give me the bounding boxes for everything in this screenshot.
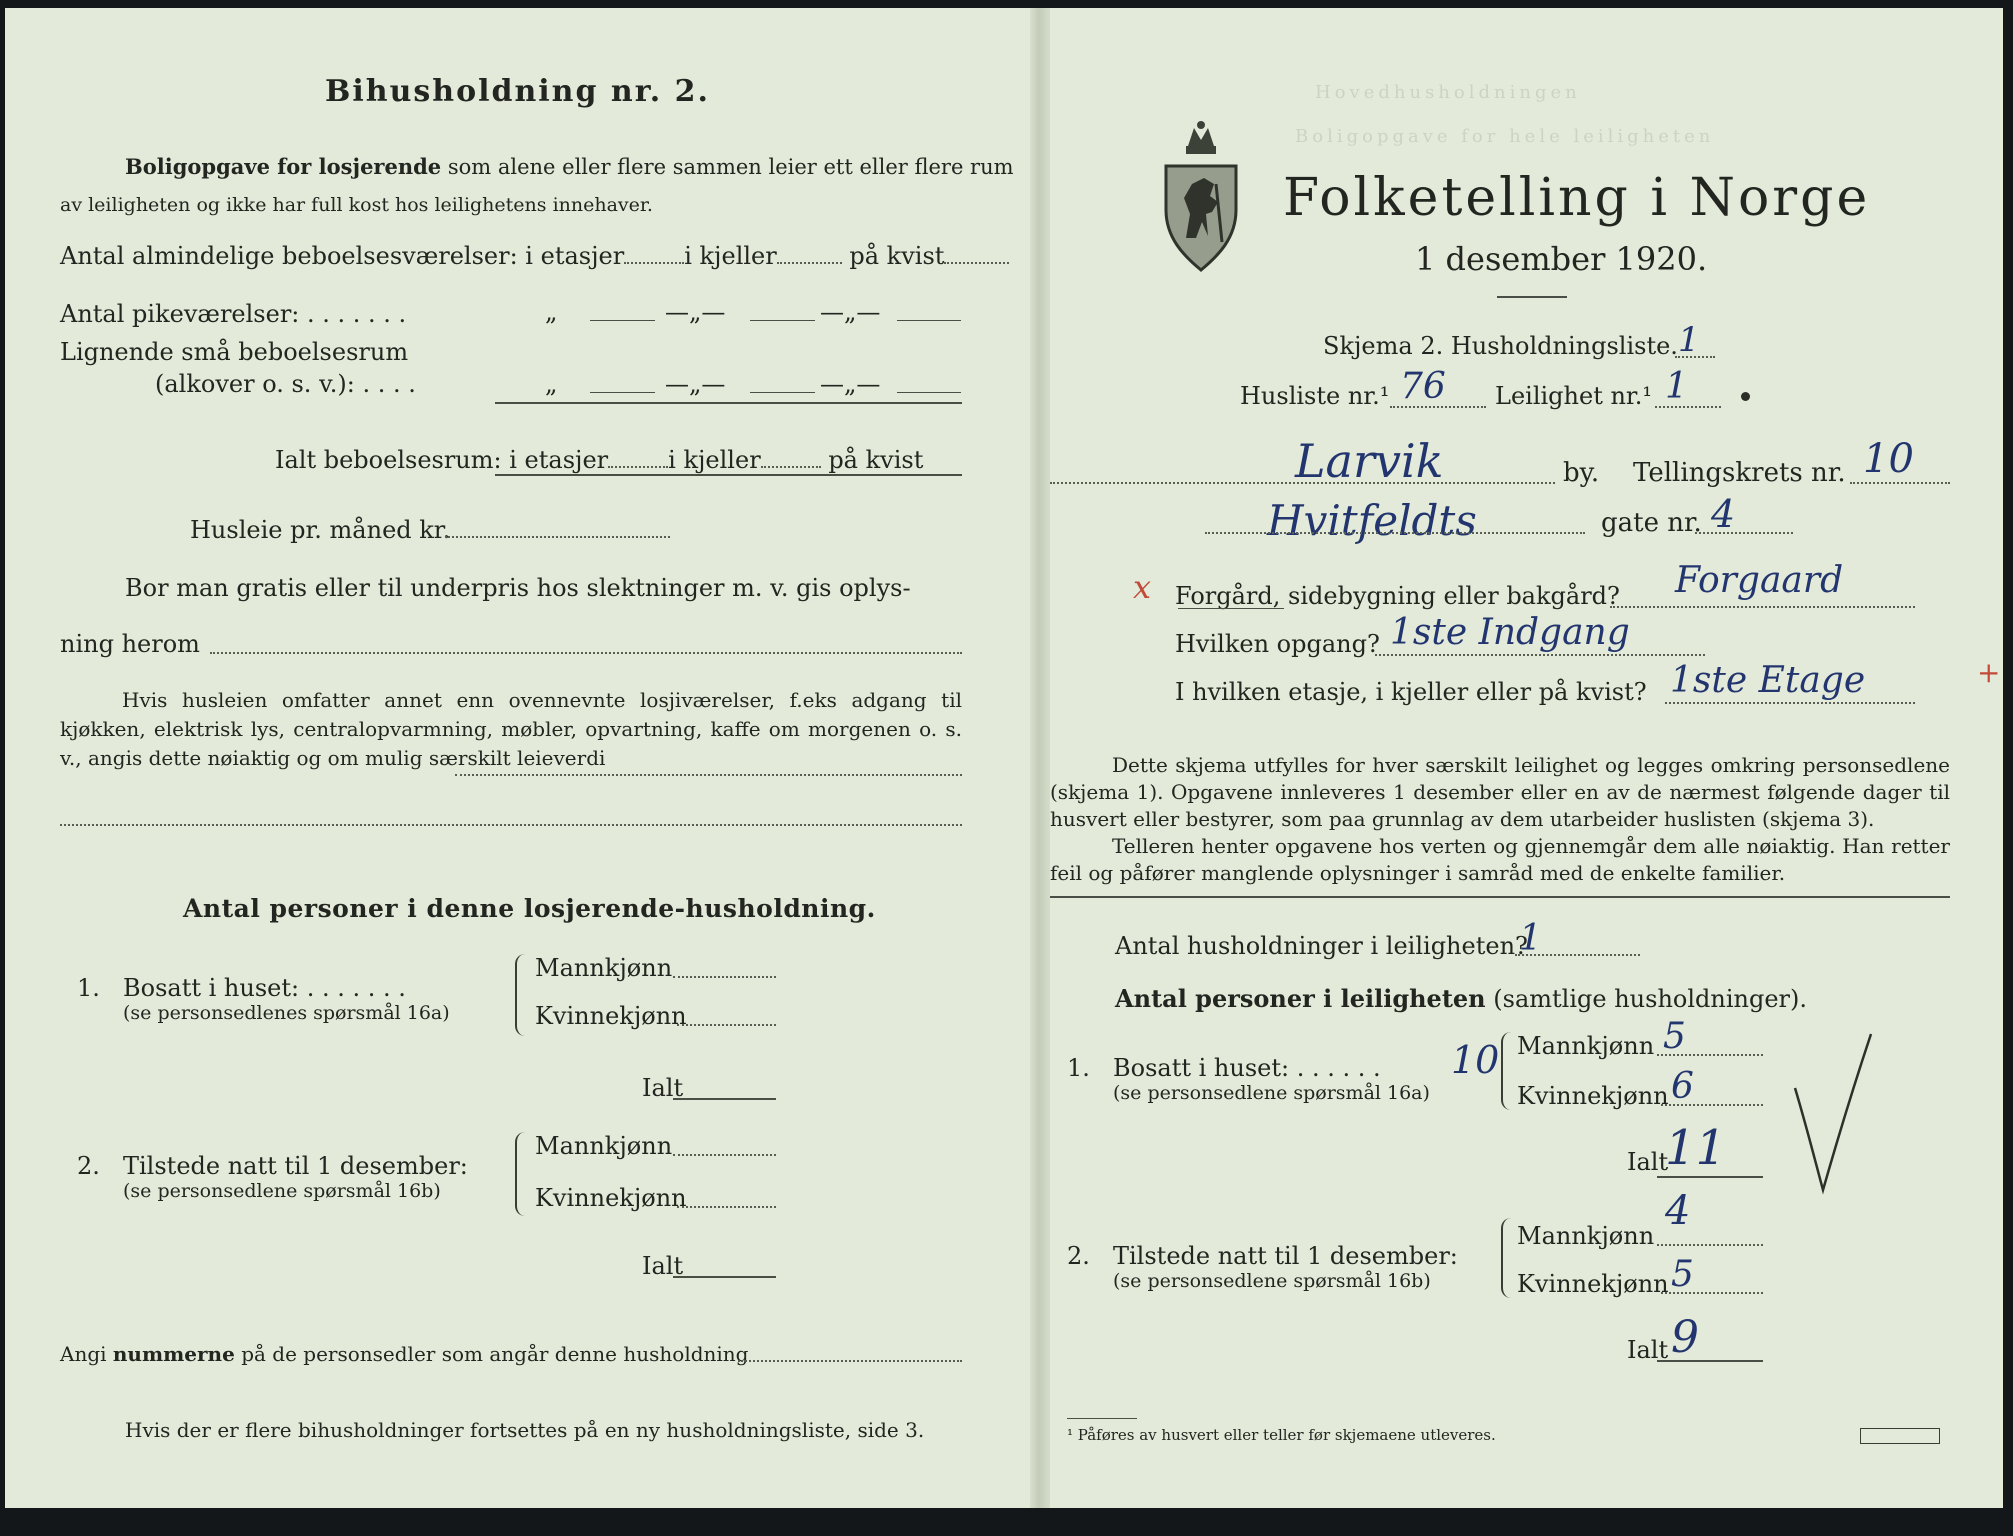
right-q2-brace: [1501, 1218, 1513, 1298]
row-bor-gratis: Bor man gratis eller til underpris hos slektninger m. v. gis oplys-: [125, 574, 911, 602]
floor-field: [1665, 702, 1915, 704]
instructions-rule: [1050, 896, 1950, 898]
right-q2-female-field: [1661, 1292, 1763, 1294]
right-q1-resident-value: 10: [1451, 1038, 1500, 1082]
persons-heading: Antal personer i leiligheten (samtlige husholdninger).: [1115, 984, 1808, 1013]
main-title: Folketelling i Norge: [1283, 168, 1871, 228]
right-q1-brace: [1501, 1032, 1513, 1110]
right-q1-male-label: Mannkjønn: [1517, 1032, 1655, 1060]
households-in-apartment-label: Antal husholdninger i leiligheten?: [1115, 932, 1528, 960]
main-date: 1 desember 1920.: [1415, 240, 1708, 278]
households-in-apartment-field: [1515, 954, 1640, 956]
house-list-field: [1390, 406, 1486, 408]
right-q1-male-field: [1657, 1054, 1763, 1056]
street-number-field: [1695, 532, 1793, 534]
right-q2-total-field: [1657, 1360, 1763, 1362]
apartment-field: [1655, 406, 1721, 408]
left-q1-female-field: [677, 1024, 776, 1026]
district-label: Tellingskrets nr.: [1633, 458, 1846, 488]
bleedthrough-text-1: Hovedhusholdningen: [1315, 82, 1581, 103]
total-rooms-rule: [495, 474, 962, 476]
household-list-value: 1: [1678, 320, 1700, 360]
right-q1-female-label: Kvinnekjønn: [1517, 1082, 1669, 1110]
red-mark-x: x: [1133, 568, 1152, 606]
yard-underline: [1178, 608, 1284, 609]
left-q2-male-label: Mannkjønn: [535, 1132, 673, 1160]
household-list-field: [1675, 356, 1715, 358]
entrance-field: [1375, 654, 1705, 656]
rent-includes-note: Hvis husleien omfatter annet enn ovennevnte losjiværelser, f.eks adgang til kjøkken, elektrisk lys, centralopvarmning, møbler, opvartning, kaffe om morgenen o. s. v., angis dette nøiaktig og om mulig særskilt leieverdi: [60, 688, 962, 770]
right-q1-note: (se personsedlene spørsmål 16a): [1113, 1082, 1430, 1104]
left-q1-male-label: Mannkjønn: [535, 954, 673, 982]
footnote: ¹ Påføres av husvert eller teller før skjemaene utleveres.: [1067, 1426, 1496, 1444]
right-q1-female-field: [1661, 1104, 1763, 1106]
footnote-rule: [1067, 1418, 1137, 1419]
district-value: 10: [1863, 436, 1914, 482]
right-q2-total-value: 9: [1671, 1312, 1699, 1363]
left-q2-brace: [515, 1132, 527, 1216]
right-q1-female-value: 6: [1671, 1066, 1694, 1107]
right-q2-label: Tilstede natt til 1 desember:: [1113, 1242, 1458, 1270]
right-q1-total-field: [1657, 1176, 1763, 1178]
left-q2-note: (se personsedlene spørsmål 16b): [123, 1180, 441, 1202]
dot-mark: [1741, 392, 1750, 401]
left-q1-male-field: [673, 976, 776, 978]
printer-stamp: [1860, 1428, 1940, 1444]
street-field: [1205, 532, 1585, 534]
right-q1-male-value: 5: [1663, 1016, 1686, 1057]
left-q2-total-label: Ialt: [642, 1252, 684, 1280]
boligopgave-line2: av leiligheten og ikke har full kost hos leilighetens innehaver.: [60, 194, 653, 216]
row-alkover: (alkover o. s. v.): . . . .: [155, 370, 416, 398]
left-persons-heading: Antal personer i denne losjerende-husholdning.: [183, 894, 876, 923]
city-field: [1050, 482, 1555, 484]
entrance-value: 1ste Indgang: [1390, 612, 1630, 653]
left-q1-brace: [515, 954, 527, 1036]
left-q1-label: Bosatt i huset: . . . . . . .: [123, 974, 406, 1002]
left-q1-note: (se personsedlenes spørsmål 16a): [123, 1002, 450, 1024]
left-q1-total-field: [673, 1098, 776, 1100]
floor-label: I hvilken etasje, i kjeller eller på kvist?: [1175, 678, 1647, 706]
free-field: [210, 652, 962, 654]
numbers-field: [738, 1360, 962, 1362]
coat-of-arms-icon: [1160, 118, 1242, 278]
schema-label: Skjema 2. Husholdningsliste.: [1323, 332, 1678, 360]
left-q1-female-label: Kvinnekjønn: [535, 1002, 687, 1030]
left-q2-label: Tilstede natt til 1 desember:: [123, 1152, 468, 1180]
rent-field: [445, 536, 670, 538]
entrance-label: Hvilken opgang?: [1175, 630, 1380, 658]
yard-field: [1610, 606, 1915, 608]
census-form-sheet: Bihusholdning nr. 2. Boligopgave for losjerende som alene eller flere sammen leier ett eller flere rum av leiligheten og ikke har full kost hos leilighetens innehaver. Antal almindelige beboelsesværelser: i etasjer i kjeller på kvist Antal pikeværelser: . . . . . . . Lignende små beboelsesrum (alkover o. s. v.): . . . . „ —„— —„— „ —„— —„— Ialt beboelsesrum: i etasjer i kjeller på kvist Husleie pr. måned kr. Bor man gratis eller til underpris hos slektninger m. v. gis oplys- ning herom Hvis husleien omfatter annet enn ovennevnte losjiværelser, f.eks adgang til kjøkken, elektrisk lys, centralopvarmning, møbler, opvartning, kaffe om morgenen o. s. v., angis dette nøiaktig og om mulig særskilt leieverdi Antal personer i denne losjerende-husholdning. 1. Bosatt i huset: . . . . . . . (se personsedlenes spørsmål 16a) Mannkjønn Kvinnekjønn Ialt 2. Tilstede natt til 1 desember: (se personsedlene spørsmål 16b) Mannkjønn Kvinnekjønn Ialt Angi nummerne på de personsedler som angår denne husholdning Hvis der er flere bihusholdninger fortsettes på en ny husholdningsliste, side 3. Hovedhusholdningen Boligopgave for hele leiligheten Folketelling i Norge 1 desember 1920. Skjema 2. Husholdningsliste. 1 Husliste nr.¹ 76 Leilighet nr.¹ 1 Larvik by. Tellingskrets nr. 10 Hvitfeldts gate nr. 4 x Forgård, sidebygning eller bakgård? Forgaard Hvilken opgang? 1ste Indgang I hvilken etasje, i kjeller eller på kvist? 1ste Etage + Dette skjema utfylles for hver særskilt leilighet og legges omkring personsedlene (skjema 1). Opgavene innleveres 1 desember eller en av de nærmest følgende dager til husvert eller bestyrer, som paa grunnlag av dem utarbeider huslisten (skjema 3). Telleren henter opgavene hos verten og gjennemgår dem alle nøiaktig. Han retter feil og påfører manglende oplysninger i samråd med de enkelte familier. Antal husholdninger i leiligheten? 1 Antal personer i leiligheten (samtlige husholdninger). 1. Bosatt i huset: . . . . . . (se personsedlene spørsmål 16a) 10 Mannkjønn 5 Kvinnekjønn 6 Ialt 11 2. Tilstede natt til 1 desember: (se personsedlene spørsmål 16b) Mannkjønn 4 Kvinnekjønn 5 Ialt 9 ¹ Påføres av husvert eller teller før skjemaene utleveres.: [5, 8, 2003, 1508]
instructions-paragraph: Dette skjema utfylles for hver særskilt leilighet og legges omkring personsedlene (skjema 1). Opgavene innleveres 1 desember eller en av de nærmest følgende dager til husvert eller bestyrer, som paa grunnlag av dem utarbeider huslisten (skjema 3). Telleren henter opgavene hos verten og gjennemgår dem alle nøiaktig. Han retter feil og påfører manglende oplysninger i samråd med de enkelte familier.: [1050, 753, 1950, 885]
street-number-label: gate nr.: [1601, 508, 1702, 538]
yard-label: Forgård, sidebygning eller bakgård?: [1175, 582, 1620, 610]
left-q2-total-field: [673, 1276, 776, 1278]
left-q1-total-label: Ialt: [642, 1074, 684, 1102]
house-list-label: Husliste nr.¹: [1240, 382, 1390, 410]
right-q1-total-value: 11: [1665, 1120, 1727, 1176]
rent-note-field-2: [60, 824, 962, 826]
left-q1-number: 1.: [77, 974, 100, 1002]
right-q1-total-label: Ialt: [1627, 1148, 1669, 1176]
city-label: by.: [1563, 458, 1600, 488]
right-q2-male-value: 4: [1665, 1188, 1691, 1234]
district-field: [1850, 482, 1950, 484]
angi-nummerne: Angi nummerne på de personsedler som angår denne husholdning: [60, 1342, 749, 1366]
city-value: Larvik: [1295, 434, 1444, 488]
left-footer: Hvis der er flere bihusholdninger fortsettes på en ny husholdningsliste, side 3.: [125, 1418, 925, 1442]
left-q2-female-field: [677, 1206, 776, 1208]
floor-value: 1ste Etage: [1670, 660, 1866, 701]
rent-note-field-1: [455, 774, 962, 776]
row-antal-almindelige: Antal almindelige beboelsesværelser: i etasjer i kjeller på kvist: [60, 242, 1009, 270]
row-ialt-beboelsesrum: Ialt beboelsesrum: i etasjer i kjeller på kvist: [275, 446, 924, 474]
right-q2-male-label: Mannkjønn: [1517, 1222, 1655, 1250]
left-q2-male-field: [673, 1154, 776, 1156]
right-q2-female-label: Kvinnekjønn: [1517, 1270, 1669, 1298]
red-mark-floor: +: [1977, 656, 2001, 689]
left-q2-female-label: Kvinnekjønn: [535, 1184, 687, 1212]
subtotal-rule: [495, 402, 962, 404]
street-value: Hvitfeldts: [1267, 496, 1477, 545]
house-list-value: 76: [1400, 366, 1446, 407]
right-q2-note: (se personsedlene spørsmål 16b): [1113, 1270, 1431, 1292]
page-fold: [1030, 8, 1050, 1508]
row-herom: ning herom: [60, 630, 200, 658]
households-in-apartment-value: 1: [1519, 918, 1542, 959]
right-q1-number: 1.: [1067, 1054, 1090, 1082]
right-q1-label: Bosatt i huset: . . . . . .: [1113, 1054, 1381, 1082]
right-q2-total-label: Ialt: [1627, 1336, 1669, 1364]
bleedthrough-text-2: Boligopgave for hele leiligheten: [1295, 126, 1715, 147]
apartment-label: Leilighet nr.¹: [1495, 382, 1653, 410]
street-number-value: 4: [1711, 492, 1736, 536]
row-lignende: Lignende små beboelsesrum: [60, 338, 409, 366]
right-q2-male-field: [1657, 1244, 1763, 1246]
title-rule: [1497, 296, 1567, 298]
check-mark-icon: [1787, 1028, 1877, 1198]
right-q2-number: 2.: [1067, 1242, 1090, 1270]
row-husleie: Husleie pr. måned kr.: [190, 516, 451, 544]
row-pikevaerelser: Antal pikeværelser: . . . . . . .: [60, 300, 407, 328]
left-q2-number: 2.: [77, 1152, 100, 1180]
right-q2-female-value: 5: [1671, 1254, 1694, 1295]
left-title: Bihusholdning nr. 2.: [325, 74, 710, 109]
boligopgave-line1: Boligopgave for losjerende som alene eller flere sammen leier ett eller flere rum: [125, 154, 1014, 179]
yard-value: Forgaard: [1675, 560, 1844, 601]
apartment-value: 1: [1665, 366, 1688, 407]
